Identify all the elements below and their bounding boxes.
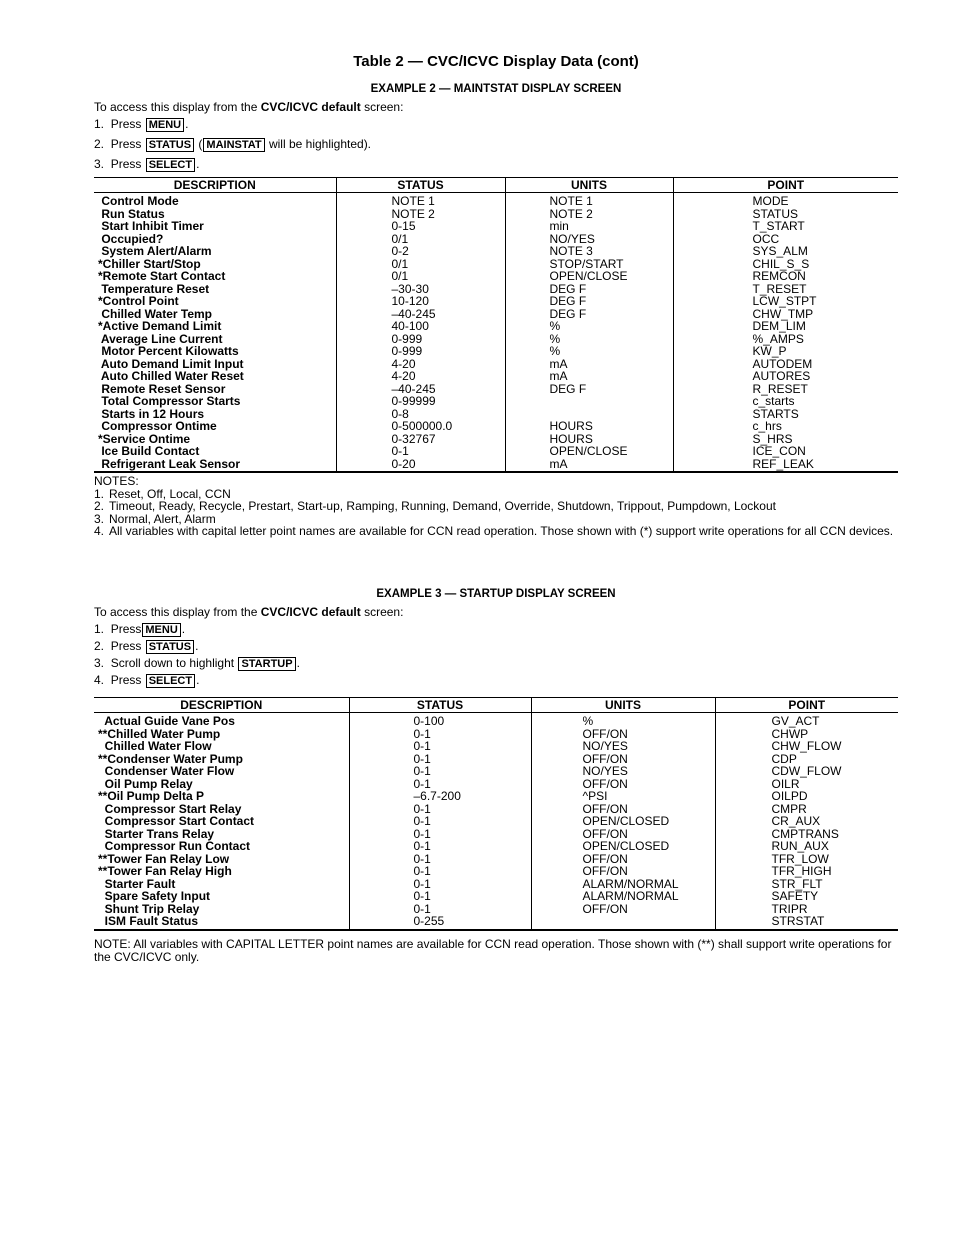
cell-units: ALARM/NORMAL xyxy=(531,890,715,903)
cell-point: S_HRS xyxy=(673,433,898,446)
table-row xyxy=(94,713,898,728)
cell-point: REMCON xyxy=(673,270,898,283)
example3-intro xyxy=(94,605,403,619)
step-number: 2. xyxy=(94,137,105,151)
startup-table xyxy=(94,697,898,931)
cell-description: Starts in 12 Hours xyxy=(98,406,205,421)
cell-status: 0-1 xyxy=(349,753,531,766)
example3-title: EXAMPLE 3 — STARTUP DISPLAY SCREEN xyxy=(376,588,616,600)
step-text: Scroll down to highlight xyxy=(110,656,238,670)
cell-point: TRIPR xyxy=(715,903,898,916)
table-row xyxy=(94,320,898,333)
cell-description: Refrigerant Leak Sensor xyxy=(98,456,241,471)
notes-label: NOTES: xyxy=(94,474,139,488)
header-point: POINT xyxy=(673,178,898,193)
cell-point: CMPR xyxy=(715,803,898,816)
cell-status: NOTE 2 xyxy=(336,208,505,221)
step-text: Press xyxy=(110,673,145,687)
cell-units: DEG F xyxy=(505,383,673,396)
cell-point: CHW_TMP xyxy=(673,308,898,321)
cell-description: System Alert/Alarm xyxy=(98,244,212,258)
cell-units: OPEN/CLOSED xyxy=(531,840,715,853)
cell-description: **Oil Pump Delta P xyxy=(98,789,205,803)
cell-status: 0-1 xyxy=(349,878,531,891)
cell-point: c_hrs xyxy=(673,420,898,433)
table-row xyxy=(94,740,898,753)
cell-status: 0-1 xyxy=(336,445,505,458)
cell-units: HOURS xyxy=(505,433,673,446)
cell-point: CHW_FLOW xyxy=(715,740,898,753)
cell-status: 0-1 xyxy=(349,778,531,791)
cell-description: Chilled Water Temp xyxy=(98,306,213,321)
step-number: 3. xyxy=(94,157,105,171)
step-text-end: . xyxy=(196,673,200,687)
example3-step2 xyxy=(94,639,198,654)
cell-point: CHWP xyxy=(715,728,898,741)
example2-title: EXAMPLE 2 — MAINTSTAT DISPLAY SCREEN xyxy=(370,83,622,95)
step-text-end: . xyxy=(196,157,200,171)
cell-point: GV_ACT xyxy=(715,713,898,728)
status-key: STATUS xyxy=(146,138,194,152)
table-row xyxy=(94,245,898,258)
menu-key: MENU xyxy=(146,118,184,132)
note-number: 4. xyxy=(94,524,105,539)
cell-status: 40-100 xyxy=(336,320,505,333)
step-text-end: . xyxy=(296,656,300,670)
cell-units: % xyxy=(505,333,673,346)
note-item xyxy=(94,500,898,513)
step-text: Press xyxy=(110,639,145,653)
table-row xyxy=(94,890,898,903)
step-text: Press xyxy=(110,137,145,151)
step-number: 3. xyxy=(94,656,105,670)
table-row xyxy=(94,790,898,803)
cell-status: 0/1 xyxy=(336,270,505,283)
cell-status: 10-120 xyxy=(336,295,505,308)
cell-units: NO/YES xyxy=(505,233,673,246)
cell-description: Auto Chilled Water Reset xyxy=(98,369,244,383)
step-number: 1. xyxy=(94,622,105,636)
cell-status: –30-30 xyxy=(336,283,505,296)
cell-status: 0-1 xyxy=(349,803,531,816)
note-number: 1. xyxy=(94,486,105,501)
table-row xyxy=(94,370,898,383)
cell-point: c_starts xyxy=(673,395,898,408)
select-key: SELECT xyxy=(146,158,195,172)
table-row xyxy=(94,395,898,408)
table-row xyxy=(94,458,898,473)
maintstat-table xyxy=(94,177,898,473)
cell-units: % xyxy=(531,713,715,728)
step-text-end: will be highlighted). xyxy=(265,137,372,151)
cell-point: CMPTRANS xyxy=(715,828,898,841)
cell-status: 0-1 xyxy=(349,853,531,866)
cell-units: OFF/ON xyxy=(531,778,715,791)
intro-text-end: screen: xyxy=(360,100,404,114)
cell-description: Compressor Run Contact xyxy=(98,839,251,853)
intro-bold: CVC/ICVC default xyxy=(260,605,361,619)
cell-units: OFF/ON xyxy=(531,728,715,741)
cell-status: 0-1 xyxy=(349,728,531,741)
step-text: Press xyxy=(110,117,145,131)
cell-point: STARTS xyxy=(673,408,898,421)
cell-point: R_RESET xyxy=(673,383,898,396)
step-text-end: . xyxy=(195,639,199,653)
table-title: Table 2 — CVC/ICVC Display Data (cont) xyxy=(353,53,639,70)
intro-text-end: screen: xyxy=(360,605,404,619)
cell-status: 0/1 xyxy=(336,233,505,246)
cell-status: 0-15 xyxy=(336,220,505,233)
cell-status: 0-1 xyxy=(349,828,531,841)
cell-units: OFF/ON xyxy=(531,753,715,766)
status-key: STATUS xyxy=(146,640,194,654)
example2-notes xyxy=(94,475,898,538)
table-row xyxy=(94,420,898,433)
cell-description: Total Compressor Starts xyxy=(98,394,241,408)
cell-description: Shunt Trip Relay xyxy=(98,901,200,916)
note-text: Timeout, Ready, Recycle, Prestart, Start-up, Ramping, Running, Demand, Override, Shutdown, Trippout, Pumpdown, Lockout xyxy=(109,499,776,514)
cell-status: 0-1 xyxy=(349,740,531,753)
intro-text: To access this display from the xyxy=(94,100,261,114)
header-description: DESCRIPTION xyxy=(94,178,336,193)
cell-status: 0-500000.0 xyxy=(336,420,505,433)
note-text: Reset, Off, Local, CCN xyxy=(109,486,231,501)
cell-point: CHIL_S_S xyxy=(673,258,898,271)
example2-step3 xyxy=(94,157,199,172)
cell-status: 0-1 xyxy=(349,840,531,853)
cell-units: mA xyxy=(505,370,673,383)
table-row xyxy=(94,270,898,283)
cell-description: Start Inhibit Timer xyxy=(98,219,204,233)
cell-description: **Condenser Water Pump xyxy=(98,751,243,766)
startup-key: STARTUP xyxy=(238,657,295,671)
cell-units: NOTE 1 xyxy=(505,193,673,208)
step-text: Press xyxy=(110,157,145,171)
cell-units: DEG F xyxy=(505,295,673,308)
note-number: 3. xyxy=(94,511,105,526)
cell-units: OFF/ON xyxy=(531,903,715,916)
cell-status: 0-100 xyxy=(349,713,531,728)
cell-units: OPEN/CLOSE xyxy=(505,270,673,283)
cell-units: ^PSI xyxy=(531,790,715,803)
cell-status: 0-999 xyxy=(336,333,505,346)
cell-description: *Service Ontime xyxy=(98,431,191,446)
cell-status: –6.7-200 xyxy=(349,790,531,803)
table-row xyxy=(94,815,898,828)
note-number: 2. xyxy=(94,499,105,514)
step-text-mid: ( xyxy=(195,137,203,151)
cell-status: 0-2 xyxy=(336,245,505,258)
note-item xyxy=(94,525,898,538)
table-row xyxy=(94,345,898,358)
example3-step4 xyxy=(94,673,199,688)
cell-units: OPEN/CLOSE xyxy=(505,445,673,458)
cell-description: *Active Demand Limit xyxy=(98,319,222,333)
header-status: STATUS xyxy=(349,698,531,713)
cell-units: OFF/ON xyxy=(531,803,715,816)
header-description: DESCRIPTION xyxy=(94,698,349,713)
cell-description: Motor Percent Kilowatts xyxy=(98,344,239,358)
menu-key: MENU xyxy=(142,623,180,637)
cell-status: 0-1 xyxy=(349,815,531,828)
cell-point: CDP xyxy=(715,753,898,766)
cell-units: NOTE 2 xyxy=(505,208,673,221)
header-units: UNITS xyxy=(505,178,673,193)
cell-status: 0-20 xyxy=(336,458,505,473)
cell-description: *Remote Start Contact xyxy=(98,269,226,283)
cell-units: DEG F xyxy=(505,283,673,296)
cell-units: OFF/ON xyxy=(531,828,715,841)
header-point: POINT xyxy=(715,698,898,713)
cell-description: **Tower Fan Relay Low xyxy=(98,851,230,866)
cell-point: %_AMPS xyxy=(673,333,898,346)
cell-point: OCC xyxy=(673,233,898,246)
cell-description: Run Status xyxy=(98,206,165,221)
cell-units: OFF/ON xyxy=(531,853,715,866)
cell-status: 4-20 xyxy=(336,358,505,371)
example2-step1 xyxy=(94,117,188,132)
cell-units: NO/YES xyxy=(531,740,715,753)
cell-status: 0-999 xyxy=(336,345,505,358)
table-row xyxy=(94,915,898,930)
table-row xyxy=(94,295,898,308)
cell-status: NOTE 1 xyxy=(336,193,505,208)
table-row xyxy=(94,445,898,458)
cell-status: 0-1 xyxy=(349,903,531,916)
cell-point: STRSTAT xyxy=(715,915,898,930)
cell-status: –40-245 xyxy=(336,308,505,321)
cell-units: HOURS xyxy=(505,420,673,433)
cell-point: LCW_STPT xyxy=(673,295,898,308)
table-row xyxy=(94,840,898,853)
cell-units: NOTE 3 xyxy=(505,245,673,258)
cell-units: mA xyxy=(505,458,673,473)
cell-point: AUTORES xyxy=(673,370,898,383)
cell-point: CR_AUX xyxy=(715,815,898,828)
table-row xyxy=(94,220,898,233)
note-text: Normal, Alert, Alarm xyxy=(109,511,216,526)
step-text-end: . xyxy=(185,117,189,131)
cell-description: Oil Pump Relay xyxy=(98,776,193,791)
cell-description: Remote Reset Sensor xyxy=(98,381,226,396)
cell-point: TFR_HIGH xyxy=(715,865,898,878)
example2-step2 xyxy=(94,137,371,152)
cell-point: ICE_CON xyxy=(673,445,898,458)
cell-point: OILPD xyxy=(715,790,898,803)
cell-units xyxy=(531,915,715,930)
cell-point: STATUS xyxy=(673,208,898,221)
cell-description: Average Line Current xyxy=(98,331,223,346)
cell-status: 0-1 xyxy=(349,890,531,903)
cell-status: 0-1 xyxy=(349,765,531,778)
cell-point: CDW_FLOW xyxy=(715,765,898,778)
cell-point: AUTODEM xyxy=(673,358,898,371)
cell-description: Spare Safety Input xyxy=(98,889,211,903)
cell-status: 0/1 xyxy=(336,258,505,271)
example3-step1 xyxy=(94,622,185,637)
cell-point: REF_LEAK xyxy=(673,458,898,473)
cell-description: Temperature Reset xyxy=(98,281,210,296)
example2-intro xyxy=(94,100,403,114)
cell-point: OILR xyxy=(715,778,898,791)
step-number: 4. xyxy=(94,673,105,687)
cell-units: mA xyxy=(505,358,673,371)
cell-point: T_START xyxy=(673,220,898,233)
cell-status: –40-245 xyxy=(336,383,505,396)
cell-description: **Chilled Water Pump xyxy=(98,726,221,741)
intro-text: To access this display from the xyxy=(94,605,261,619)
cell-point: STR_FLT xyxy=(715,878,898,891)
cell-description: *Chiller Start/Stop xyxy=(98,256,201,271)
table-row xyxy=(94,865,898,878)
cell-point: DEM_LIM xyxy=(673,320,898,333)
cell-point: TFR_LOW xyxy=(715,853,898,866)
cell-status: 0-1 xyxy=(349,865,531,878)
cell-units: % xyxy=(505,320,673,333)
mainstat-key: MAINSTAT xyxy=(203,138,264,152)
cell-description: Occupied? xyxy=(98,231,164,246)
example3-note: NOTE: All variables with CAPITAL LETTER point names are available for CCN read operation. Those shown with (**) shall support write operations for the CVC/ICVC only. xyxy=(94,937,892,964)
cell-description: Auto Demand Limit Input xyxy=(98,356,244,371)
note-text: All variables with capital letter point names are available for CCN read operation. Those shown with (*) support write operations for all CCN devices. xyxy=(109,524,894,539)
header-status: STATUS xyxy=(336,178,505,193)
cell-description: Starter Fault xyxy=(98,876,176,891)
cell-description: Starter Trans Relay xyxy=(98,826,215,841)
cell-units: OPEN/CLOSED xyxy=(531,815,715,828)
cell-description: Compressor Start Contact xyxy=(98,814,255,828)
cell-point: KW_P xyxy=(673,345,898,358)
cell-description: Compressor Ontime xyxy=(98,419,217,433)
cell-status: 0-8 xyxy=(336,408,505,421)
step-number: 1. xyxy=(94,117,105,131)
cell-description: Control Mode xyxy=(98,194,179,208)
cell-description: Actual Guide Vane Pos xyxy=(98,714,235,728)
cell-status: 0-32767 xyxy=(336,433,505,446)
step-text-end: . xyxy=(181,622,186,636)
intro-bold: CVC/ICVC default xyxy=(260,100,361,114)
cell-description: Ice Build Contact xyxy=(98,444,200,458)
example3-step3 xyxy=(94,656,300,671)
cell-status: 4-20 xyxy=(336,370,505,383)
cell-units: ALARM/NORMAL xyxy=(531,878,715,891)
cell-point: MODE xyxy=(673,193,898,208)
table-header-row xyxy=(94,178,898,193)
table-header-row xyxy=(94,698,898,713)
select-key: SELECT xyxy=(146,674,195,688)
header-units: UNITS xyxy=(531,698,715,713)
cell-description: Condenser Water Flow xyxy=(98,764,235,778)
cell-units: NO/YES xyxy=(531,765,715,778)
cell-point: SAFETY xyxy=(715,890,898,903)
cell-units: STOP/START xyxy=(505,258,673,271)
cell-status: 0-255 xyxy=(349,915,531,930)
table-row xyxy=(94,765,898,778)
cell-point: SYS_ALM xyxy=(673,245,898,258)
cell-status: 0-99999 xyxy=(336,395,505,408)
cell-point: RUN_AUX xyxy=(715,840,898,853)
cell-description: ISM Fault Status xyxy=(98,914,199,928)
cell-description: **Tower Fan Relay High xyxy=(98,864,232,878)
table-row xyxy=(94,193,898,208)
cell-point: T_RESET xyxy=(673,283,898,296)
cell-units: % xyxy=(505,345,673,358)
cell-units: OFF/ON xyxy=(531,865,715,878)
cell-description: Chilled Water Flow xyxy=(98,739,212,753)
step-number: 2. xyxy=(94,639,105,653)
cell-description: *Control Point xyxy=(98,294,179,308)
cell-units: min xyxy=(505,220,673,233)
step-text: Press xyxy=(110,622,142,636)
cell-units xyxy=(505,395,673,408)
cell-units: DEG F xyxy=(505,308,673,321)
cell-description: Compressor Start Relay xyxy=(98,801,242,816)
